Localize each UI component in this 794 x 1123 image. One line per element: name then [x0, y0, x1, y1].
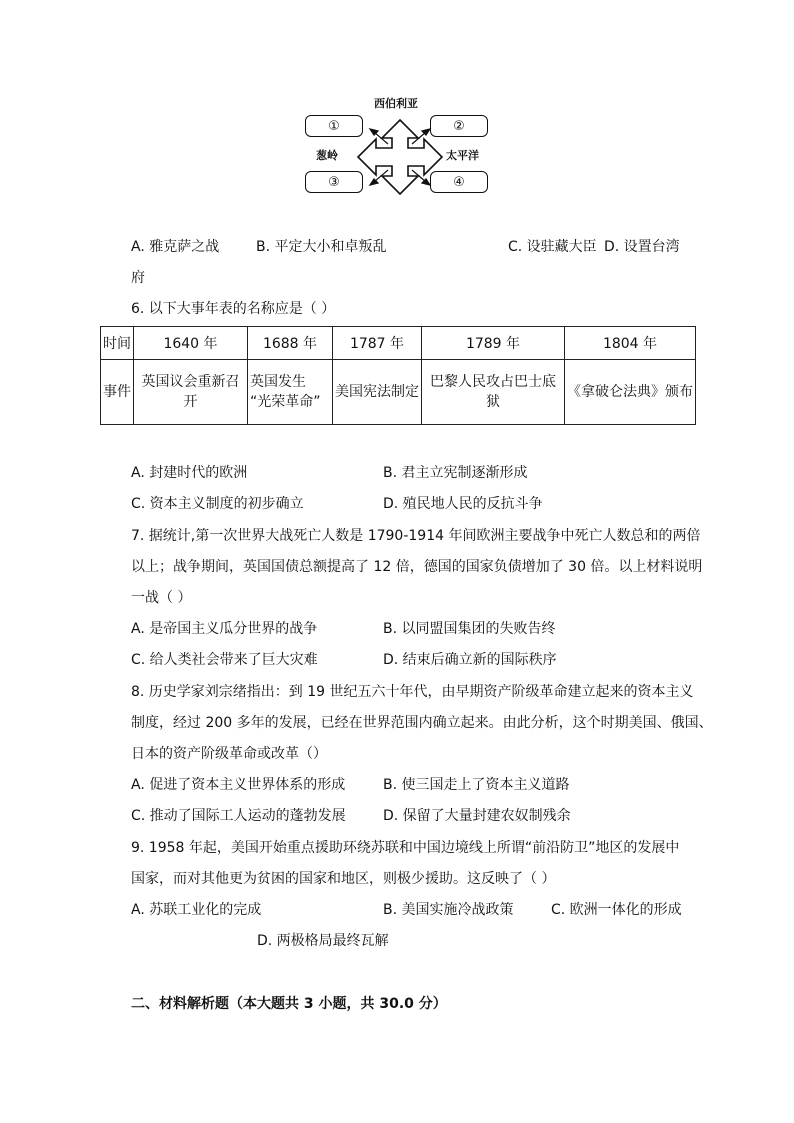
- q8-stem-line3: 日本的资产阶级革命或改革（）: [131, 746, 327, 762]
- table-cell: [248, 360, 333, 425]
- q7-option-d: D. 结束后确立新的国际秩序: [383, 652, 557, 668]
- table-header-cell: 1688 年: [248, 327, 333, 360]
- q8-stem-line1: 8. 历史学家刘宗绪指出：到 19 世纪五六十年代，由早期资产阶级革命建立起来的资本主义: [131, 684, 694, 700]
- map-diagram: [300, 94, 496, 200]
- q7-option-b: B. 以同盟国集团的失败告终: [383, 621, 556, 637]
- q8-option-b: B. 使三国走上了资本主义道路: [383, 777, 570, 793]
- q7-stem-line2: 以上；战争期间，英国国债总额提高了 12 倍，德国的国家负债增加了 30 倍。以上材料说明: [131, 559, 703, 575]
- box-2: ②: [430, 115, 488, 137]
- q8-option-a: A. 促进了资本主义世界体系的形成: [131, 777, 346, 793]
- table-header-cell: 时间: [101, 327, 134, 360]
- label-siberia: 西伯利亚: [374, 97, 418, 110]
- q6-option-b: B. 君主立宪制逐渐形成: [383, 465, 528, 481]
- q9-stem-line1: 9. 1958 年起，美国开始重点援助环绕苏联和中国边境线上所谓“前沿防卫”地区的发展中: [131, 840, 680, 856]
- q7-stem-line3: 一战（ ）: [131, 590, 192, 606]
- q7-option-a: A. 是帝国主义瓜分世界的战争: [131, 621, 318, 637]
- q6-stem: 6. 以下大事年表的名称应是（ ）: [131, 301, 336, 317]
- table-cell: 巴黎人民攻占巴士底狱: [422, 360, 565, 425]
- q5-option-c: C. 设驻藏大臣: [508, 239, 597, 255]
- q8-stem-line2: 制度，经过 200 多年的发展，已经在世界范围内确立起来。由此分析，这个时期美国、俄国、: [131, 715, 713, 731]
- table-row-label: 事件: [101, 360, 134, 425]
- label-pacific: 太平洋: [446, 149, 479, 162]
- table-header-cell: 1804 年: [565, 327, 696, 360]
- table-header-cell: 1640 年: [134, 327, 248, 360]
- table-row: [101, 360, 696, 425]
- q9-option-a: A. 苏联工业化的完成: [131, 902, 262, 918]
- q5-option-b: B. 平定大小和卓叛乱: [256, 239, 387, 255]
- q7-option-c: C. 给人类社会带来了巨大灾难: [131, 652, 318, 668]
- q6-option-c: C. 资本主义制度的初步确立: [131, 496, 304, 512]
- q9-option-c: C. 欧洲一体化的形成: [551, 902, 682, 918]
- q9-option-d: D. 两极格局最终瓦解: [257, 933, 389, 949]
- box-3: ③: [305, 171, 363, 193]
- cell-line: 英国发生: [250, 374, 306, 390]
- q5-option-a: A. 雅克萨之战: [131, 239, 220, 255]
- table-header-cell: 1789 年: [422, 327, 565, 360]
- events-table: [100, 326, 696, 425]
- table-cell: 美国宪法制定: [333, 360, 422, 425]
- q6-option-a: A. 封建时代的欧洲: [131, 465, 248, 481]
- q7-stem-line1: 7. 据统计,第一次世界大战死亡人数是 1790-1914 年间欧洲主要战争中死亡人数总和的两倍: [131, 528, 701, 544]
- q8-option-d: D. 保留了大量封建农奴制残余: [383, 808, 571, 824]
- label-congling: 葱岭: [316, 149, 338, 162]
- q9-option-b: B. 美国实施冷战政策: [383, 902, 514, 918]
- table-cell: 英国议会重新召开: [134, 360, 248, 425]
- table-cell: 《拿破仑法典》颁布: [565, 360, 696, 425]
- table-row: [101, 327, 696, 360]
- box-1: ①: [305, 115, 363, 137]
- q6-option-d: D. 殖民地人民的反抗斗争: [383, 496, 543, 512]
- box-4: ④: [430, 171, 488, 193]
- section-heading: 二、材料解析题（本大题共 3 小题，共 30.0 分）: [131, 996, 447, 1012]
- cell-line: “光荣革命”: [250, 394, 321, 410]
- q9-stem-line2: 国家，而对其他更为贫困的国家和地区，则极少援助。这反映了（ ）: [131, 871, 556, 887]
- q5-option-d: D. 设置台湾: [604, 239, 680, 255]
- q5-option-d-cont: 府: [131, 270, 145, 286]
- q8-option-c: C. 推动了国际工人运动的蓬勃发展: [131, 808, 346, 824]
- table-header-cell: 1787 年: [333, 327, 422, 360]
